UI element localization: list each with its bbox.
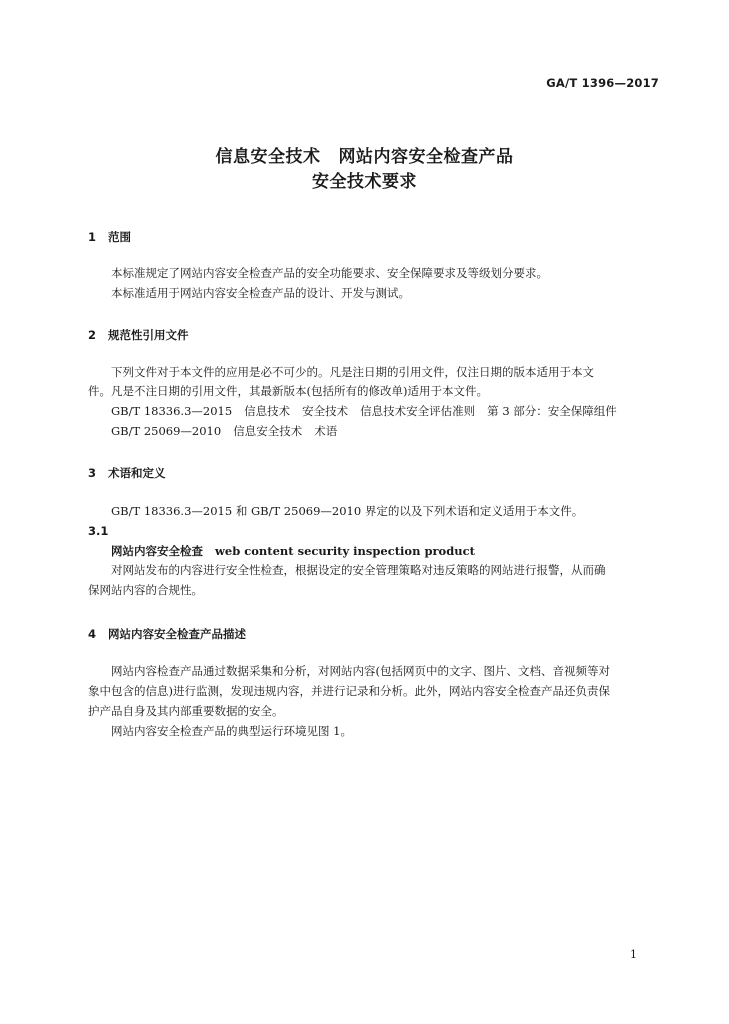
term-definition-line2: 保网站内容的合规性。 <box>88 583 203 597</box>
reference-part: 安全技术 <box>302 404 349 418</box>
reference-part: 信息技术安全评估准则 <box>360 404 476 418</box>
term-definition-line1: 对网站发布的内容进行安全性检查，根据设定的安全管理策略对违反策略的网站进行报警，从而确 <box>111 563 606 577</box>
section-4-heading <box>88 626 246 642</box>
term-entry <box>111 542 475 561</box>
title-part2: 网站内容安全检查产品 <box>338 147 514 167</box>
section-number: 3 <box>88 466 97 480</box>
document-title-line2: 安全技术要求 <box>312 172 417 192</box>
section-title: 规范性引用文件 <box>108 328 189 342</box>
product-env-reference: 网站内容安全检查产品的典型运行环境见图 1。 <box>111 724 352 738</box>
reference-part: 信息技术 <box>244 404 291 418</box>
normative-ref-intro-line2: 件。凡是不注日期的引用文件，其最新版本(包括所有的修改单)适用于本文件。 <box>88 384 488 398</box>
document-title-line1 <box>0 142 729 167</box>
standard-code: GA/T 1396—2017 <box>546 76 659 90</box>
reference-item-2 <box>111 422 337 441</box>
subclause-number: 3.1 <box>88 524 109 538</box>
terms-intro: GB/T 18336.3—2015 和 GB/T 25069—2010 界定的以及下列术语和定义适用于本文件。 <box>111 504 584 518</box>
scope-paragraph-1: 本标准规定了网站内容安全检查产品的安全功能要求、安全保障要求及等级划分要求。 <box>111 266 548 280</box>
reference-part: 术语 <box>314 424 338 438</box>
section-title: 术语和定义 <box>108 466 166 480</box>
reference-code: GB/T 25069—2010 <box>111 424 222 438</box>
reference-item-1 <box>111 402 617 421</box>
product-desc-line2: 象中包含的信息)进行监测，发现违规内容，并进行记录和分析。此外，网站内容安全检查产品还负责保 <box>88 684 610 698</box>
section-number: 2 <box>88 328 97 342</box>
section-number: 4 <box>88 627 97 641</box>
section-title: 网站内容安全检查产品描述 <box>108 627 246 641</box>
product-desc-line3: 护产品自身及其内部重要数据的安全。 <box>88 704 284 718</box>
section-title: 范围 <box>108 230 131 244</box>
reference-code: GB/T 18336.3—2015 <box>111 404 233 418</box>
page-number: 1 <box>630 948 637 961</box>
section-1-heading <box>88 229 131 245</box>
product-desc-line1: 网站内容检查产品通过数据采集和分析，对网站内容(包括网页中的文字、图片、文档、音视频等对 <box>111 664 610 678</box>
normative-ref-intro-line1: 下列文件对于本文件的应用是必不可少的。凡是注日期的引用文件，仅注日期的版本适用于本文 <box>111 365 594 379</box>
term-english: web content security inspection product <box>215 544 475 558</box>
reference-part: 信息安全技术 <box>233 424 303 438</box>
reference-part: 第 3 部分：安全保障组件 <box>487 404 617 418</box>
section-2-heading <box>88 327 189 343</box>
title-part1: 信息安全技术 <box>215 147 321 167</box>
section-3-heading <box>88 465 166 481</box>
section-number: 1 <box>88 230 97 244</box>
scope-paragraph-2: 本标准适用于网站内容安全检查产品的设计、开发与测试。 <box>111 286 410 300</box>
term-chinese: 网站内容安全检查 <box>111 544 203 558</box>
